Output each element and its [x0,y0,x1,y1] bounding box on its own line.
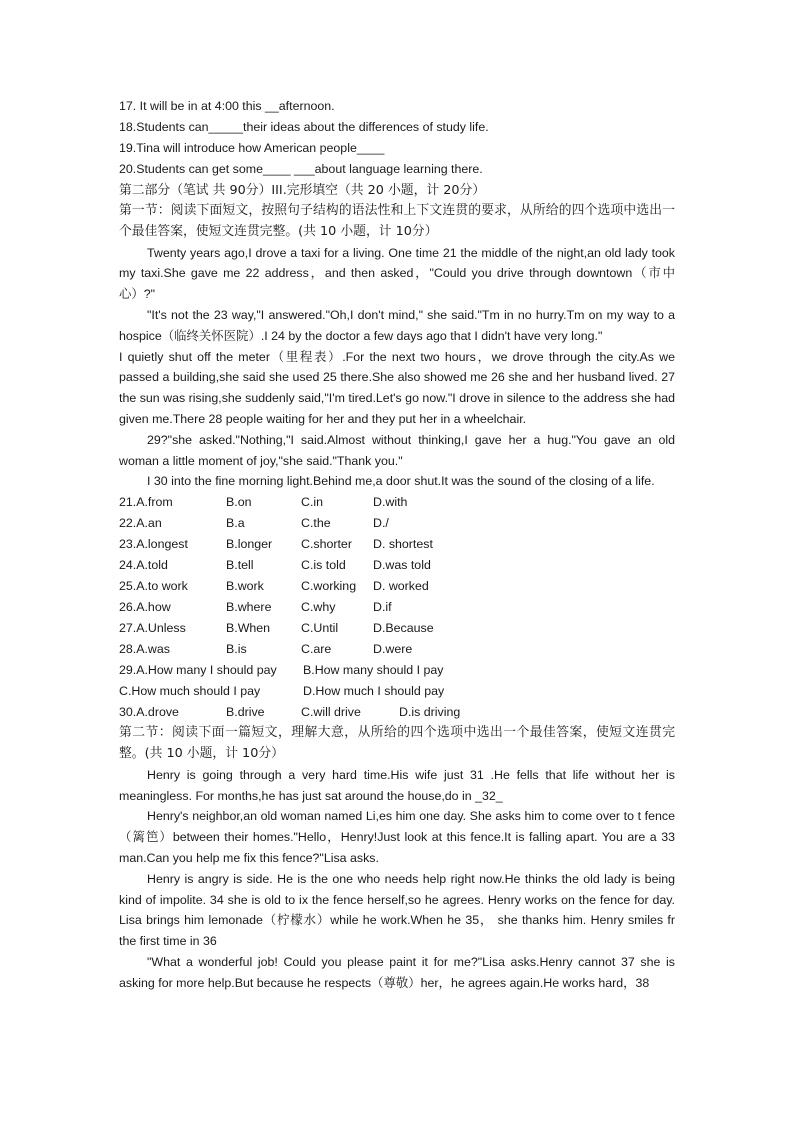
option-a: 29.A.How many I should pay [119,663,277,678]
option-d: D. shortest [373,537,433,552]
section2-instructions: 第二节：阅读下面一篇短文，理解大意，从所给的四个选项中选出一个最佳答案，使短文连贯完整。(共 10 小题，计 10分） [119,725,675,761]
option-b: B.When [226,621,271,636]
passage1-paragraph: 29?"she asked."Nothing,"I said.Almost without thinking,I gave her a hug."You gave an old woman a little moment of joy,"she said."Thank you." [119,432,675,468]
option-c: C.working [301,579,357,594]
option-a: 27.A.Unless [119,621,186,636]
cloze-passage-1 [119,243,675,493]
option-d: D.if [373,600,392,615]
option-c: C.will drive [301,705,361,720]
cloze-passage-2 [119,765,675,994]
question-19: 19.Tina will introduce how American people____ [119,141,385,155]
option-b: B.tell [226,558,254,573]
passage2-paragraph: Henry's neighbor,an old woman named Li,es him one day. She asks him to come over to t fence（篱笆）between their homes."Hello，Henry!Just look at this fence.It is falling apart. You are a 33 man.Can you help me fix this fence?"Lisa asks. [119,809,675,865]
passage2-paragraph: Henry is angry is side. He is the one who needs help right now.He thinks the old lady is being kind of impolite. 34 she is old to ix the fence herself,so he agrees. Henry works on the fence for day. Lisa brings him lemonade（柠檬水）while he work.When he 35， she thanks him. Henry smiles fr the first time in 36 [119,871,675,949]
option-b: B.on [226,495,252,510]
passage2-paragraph: "What a wonderful job! Could you please paint it for me?"Lisa asks.Henry cannot 37 she is asking for more help.But because he respects（尊敬）her，he agrees again.He works hard，38 [119,954,675,990]
option-b: B.is [226,642,247,657]
option-row-27 [119,618,675,639]
question-18: 18.Students can_____their ideas about the differences of study life. [119,120,489,134]
option-d: D./ [373,516,389,531]
option-a: 21.A.from [119,495,173,510]
listening-items [119,96,675,180]
section1-instructions: 第一节：阅读下面短文，按照句子结构的语法性和上下文连贯的要求，从所给的四个选项中选出一个最佳答案，使短文连贯完整。(共 10 小题，计 10分） [119,203,675,239]
option-row-24 [119,555,675,576]
option-d: D.with [373,495,408,510]
option-c: C.shorter [301,537,352,552]
option-row-29b [119,681,675,702]
option-row-30 [119,702,675,723]
option-c: C.are [301,642,332,657]
option-row-23 [119,534,675,555]
option-b: B.where [226,600,272,615]
option-d: D.was told [373,558,431,573]
option-row-22 [119,513,675,534]
option-c: C.Until [301,621,339,636]
option-a: 26.A.how [119,600,171,615]
passage1-paragraph: I quietly shut off the meter（里程表）.For the next two hours，we drove through the city.As we passed a building,she said she used 25 there.She also showed me 26 she and her husband lived. 27 the sun was rising,she suddenly said,"I'm tired.Let's go now."I drove in silence to the address she had given me.There 28 people waiting for her and they put her in a wheelchair. [119,349,675,426]
options-list-1 [119,492,675,723]
option-row-25 [119,576,675,597]
question-17: 17. It will be in at 4:00 this __afternoon. [119,99,335,113]
option-a: 23.A.longest [119,537,188,552]
option-c: C.why [301,600,336,615]
option-d: D. worked [373,579,429,594]
option-row-26 [119,597,675,618]
option-row-21 [119,492,675,513]
option-b: B.work [226,579,264,594]
option-b: B.a [226,516,245,531]
option-row-28 [119,639,675,660]
passage2-paragraph: Henry is going through a very hard time.His wife just 31 .He fells that life without her is meaningless. For months,he has just sat around the house,do in _32_ [119,767,675,803]
option-b: B.How many should I pay [303,663,444,678]
passage1-paragraph: "It's not the 23 way,"I answered."Oh,I don't mind," she said."Tm in no hurry.Tm on my way to a hospice（临终关怀医院）.I 24 by the doctor a few days ago that I didn't have very long." [119,307,675,343]
option-a: 24.A.told [119,558,168,573]
option-c: C.the [301,516,331,531]
passage1-paragraph: Twenty years ago,I drove a taxi for a living. One time 21 the middle of the night,an old lady took my taxi.She gave me 22 address，and then asked，"Could you drive through downtown（市中心）?" [119,245,675,302]
option-d: D.Because [373,621,434,636]
option-d: D.is driving [399,705,461,720]
option-d: D.How much I should pay [303,684,445,699]
passage1-paragraph: I 30 into the fine morning light.Behind me,a door shut.It was the sound of the closing of a life. [147,474,655,489]
option-d: D.were [373,642,413,657]
option-a: 30.A.drove [119,705,179,720]
option-c: C.How much should I pay [119,684,261,699]
option-a: 22.A.an [119,516,162,531]
option-b: B.drive [226,705,265,720]
option-a: 25.A.to work [119,579,188,594]
option-a: 28.A.was [119,642,170,657]
option-c: C.in [301,495,324,510]
worksheet-content [119,96,675,994]
option-c: C.is told [301,558,346,573]
option-row-29a [119,660,675,681]
question-20: 20.Students can get some____ ___about language learning there. [119,162,483,176]
option-b: B.longer [226,537,273,552]
part2-heading: 第二部分（笔试 共 90分）III.完形填空（共 20 小题，计 20分） [119,183,486,198]
